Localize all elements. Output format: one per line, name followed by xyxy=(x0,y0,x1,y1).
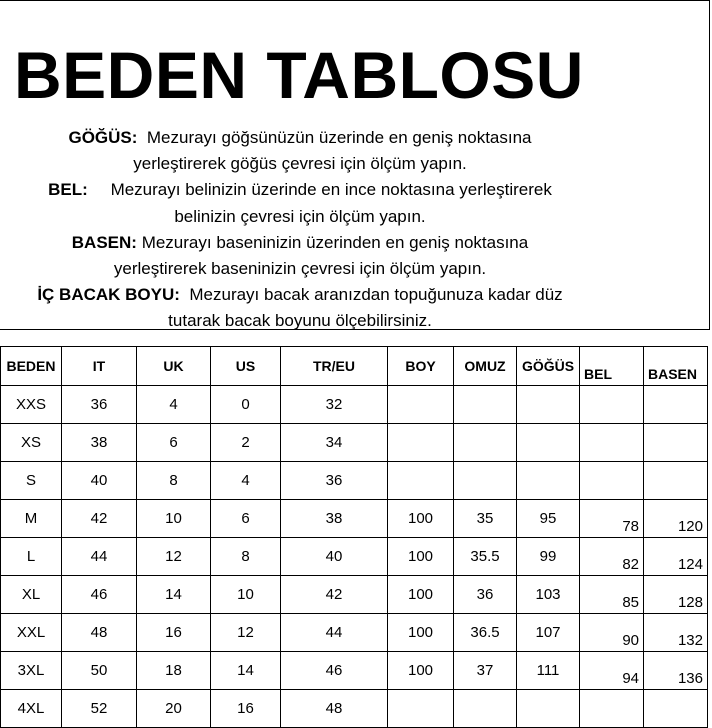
table-cell: 8 xyxy=(137,462,211,500)
table-row xyxy=(1,576,708,614)
header-cell: BASEN xyxy=(644,347,708,386)
table-cell: 48 xyxy=(62,614,137,652)
hip-text-line1: Mezurayı baseninizin üzerinden en geniş noktasına xyxy=(141,232,529,252)
table-cell xyxy=(454,462,517,500)
table-cell xyxy=(517,386,580,424)
table-cell xyxy=(644,424,708,462)
table-cell xyxy=(580,690,644,728)
inseam-text-line2: tutarak bacak boyunu ölçebilirsiniz. xyxy=(168,311,432,331)
table-cell: 40 xyxy=(62,462,137,500)
table-cell: 6 xyxy=(137,424,211,462)
table-cell: 35 xyxy=(454,500,517,538)
table-cell xyxy=(388,424,454,462)
table-cell: 107 xyxy=(517,614,580,652)
table-cell xyxy=(644,386,708,424)
table-row xyxy=(1,500,708,538)
table-cell: XL xyxy=(1,576,62,614)
inseam-label: İÇ BACAK BOYU: xyxy=(37,285,180,305)
table-cell: 2 xyxy=(211,424,281,462)
table-cell: 100 xyxy=(388,538,454,576)
table-cell xyxy=(454,386,517,424)
table-cell: 46 xyxy=(281,652,388,690)
hip-instruction xyxy=(0,230,600,256)
inseam-text-line1: Mezurayı bacak aranızdan topuğunuza kadar düz xyxy=(189,285,563,305)
table-cell: 44 xyxy=(62,538,137,576)
table-cell: 44 xyxy=(281,614,388,652)
table-cell xyxy=(580,462,644,500)
chest-label: GÖĞÜS: xyxy=(68,128,138,147)
table-cell xyxy=(388,462,454,500)
table-cell xyxy=(644,690,708,728)
table-cell: 10 xyxy=(211,576,281,614)
table-cell xyxy=(580,424,644,462)
chest-text-line2: yerleştirerek göğüs çevresi için ölçüm yapın. xyxy=(133,154,467,174)
table-cell: 12 xyxy=(137,538,211,576)
table-cell: 10 xyxy=(137,500,211,538)
waist-label: BEL: xyxy=(48,180,88,200)
table-cell: 14 xyxy=(211,652,281,690)
table-cell: 111 xyxy=(517,652,580,690)
table-cell: 32 xyxy=(281,386,388,424)
table-cell: 16 xyxy=(211,690,281,728)
table-row xyxy=(1,424,708,462)
table-cell: 100 xyxy=(388,652,454,690)
table-cell: 3XL xyxy=(1,652,62,690)
header-cell: UK xyxy=(137,347,211,386)
table-cell xyxy=(517,462,580,500)
table-cell: 78 xyxy=(580,500,644,538)
page-title: BEDEN TABLOSU xyxy=(14,38,584,112)
table-cell: XXL xyxy=(1,614,62,652)
table-cell xyxy=(388,690,454,728)
table-row xyxy=(1,614,708,652)
table-cell: 136 xyxy=(644,652,708,690)
table-cell: 18 xyxy=(137,652,211,690)
table-cell: 36.5 xyxy=(454,614,517,652)
table-cell: 94 xyxy=(580,652,644,690)
header-cell: GÖĞÜS xyxy=(517,347,580,386)
hip-text-line2: yerleştirerek baseninizin çevresi için ölçüm yapın. xyxy=(113,259,487,279)
table-cell: 103 xyxy=(517,576,580,614)
table-cell: 132 xyxy=(644,614,708,652)
table-cell: 42 xyxy=(62,500,137,538)
table-row xyxy=(1,538,708,576)
table-cell: 6 xyxy=(211,500,281,538)
header-box xyxy=(0,0,710,330)
inseam-instruction xyxy=(0,282,600,308)
waist-text-line2: belinizin çevresi için ölçüm yapın. xyxy=(174,206,426,226)
table-cell: 52 xyxy=(62,690,137,728)
table-cell: 82 xyxy=(580,538,644,576)
table-cell: 35.5 xyxy=(454,538,517,576)
size-table xyxy=(0,346,708,728)
hip-label: BASEN: xyxy=(71,232,137,252)
table-cell: 40 xyxy=(281,538,388,576)
table-cell: 36 xyxy=(281,462,388,500)
table-row xyxy=(1,386,708,424)
header-cell: BEL xyxy=(580,347,644,386)
header-cell: IT xyxy=(62,347,137,386)
table-cell: 46 xyxy=(62,576,137,614)
table-cell xyxy=(454,690,517,728)
table-cell: XXS xyxy=(1,386,62,424)
table-cell: 0 xyxy=(211,386,281,424)
table-cell: 38 xyxy=(281,500,388,538)
table-cell xyxy=(388,386,454,424)
table-cell: 14 xyxy=(137,576,211,614)
table-cell: 100 xyxy=(388,500,454,538)
table-cell: 4 xyxy=(211,462,281,500)
table-cell: L xyxy=(1,538,62,576)
table-cell xyxy=(644,462,708,500)
table-cell: 85 xyxy=(580,576,644,614)
table-cell: 36 xyxy=(454,576,517,614)
table-cell: 48 xyxy=(281,690,388,728)
table-cell: 42 xyxy=(281,576,388,614)
waist-text-line1: Mezurayı belinizin üzerinde en ince noktasına yerleştirerek xyxy=(110,180,552,200)
table-cell: 16 xyxy=(137,614,211,652)
table-cell: 37 xyxy=(454,652,517,690)
header-cell: US xyxy=(211,347,281,386)
table-row xyxy=(1,462,708,500)
table-cell: 90 xyxy=(580,614,644,652)
table-cell: 8 xyxy=(211,538,281,576)
table-cell: 12 xyxy=(211,614,281,652)
table-cell: 50 xyxy=(62,652,137,690)
table-cell xyxy=(580,386,644,424)
table-cell xyxy=(517,690,580,728)
waist-instruction xyxy=(0,177,600,203)
chest-text-line1: Mezurayı göğsünüzün üzerinde en geniş noktasına xyxy=(146,128,532,147)
header-cell: TR/EU xyxy=(281,347,388,386)
table-cell: 128 xyxy=(644,576,708,614)
table-cell: S xyxy=(1,462,62,500)
table-cell xyxy=(517,424,580,462)
table-cell: 124 xyxy=(644,538,708,576)
header-cell: BEDEN xyxy=(1,347,62,386)
table-row xyxy=(1,690,708,728)
table-header-row xyxy=(1,347,708,386)
table-cell: M xyxy=(1,500,62,538)
table-cell: 120 xyxy=(644,500,708,538)
measurement-instructions xyxy=(0,125,600,335)
size-table-wrap xyxy=(0,346,708,728)
table-cell: 38 xyxy=(62,424,137,462)
table-cell: 4XL xyxy=(1,690,62,728)
table-body xyxy=(1,386,708,728)
table-cell: 95 xyxy=(517,500,580,538)
table-cell: 34 xyxy=(281,424,388,462)
table-cell: 20 xyxy=(137,690,211,728)
table-cell: XS xyxy=(1,424,62,462)
table-cell: 4 xyxy=(137,386,211,424)
table-row xyxy=(1,652,708,690)
table-cell: 100 xyxy=(388,576,454,614)
header-cell: OMUZ xyxy=(454,347,517,386)
header-cell: BOY xyxy=(388,347,454,386)
table-cell: 100 xyxy=(388,614,454,652)
table-cell xyxy=(454,424,517,462)
table-cell: 99 xyxy=(517,538,580,576)
table-cell: 36 xyxy=(62,386,137,424)
chest-instruction xyxy=(0,125,600,151)
